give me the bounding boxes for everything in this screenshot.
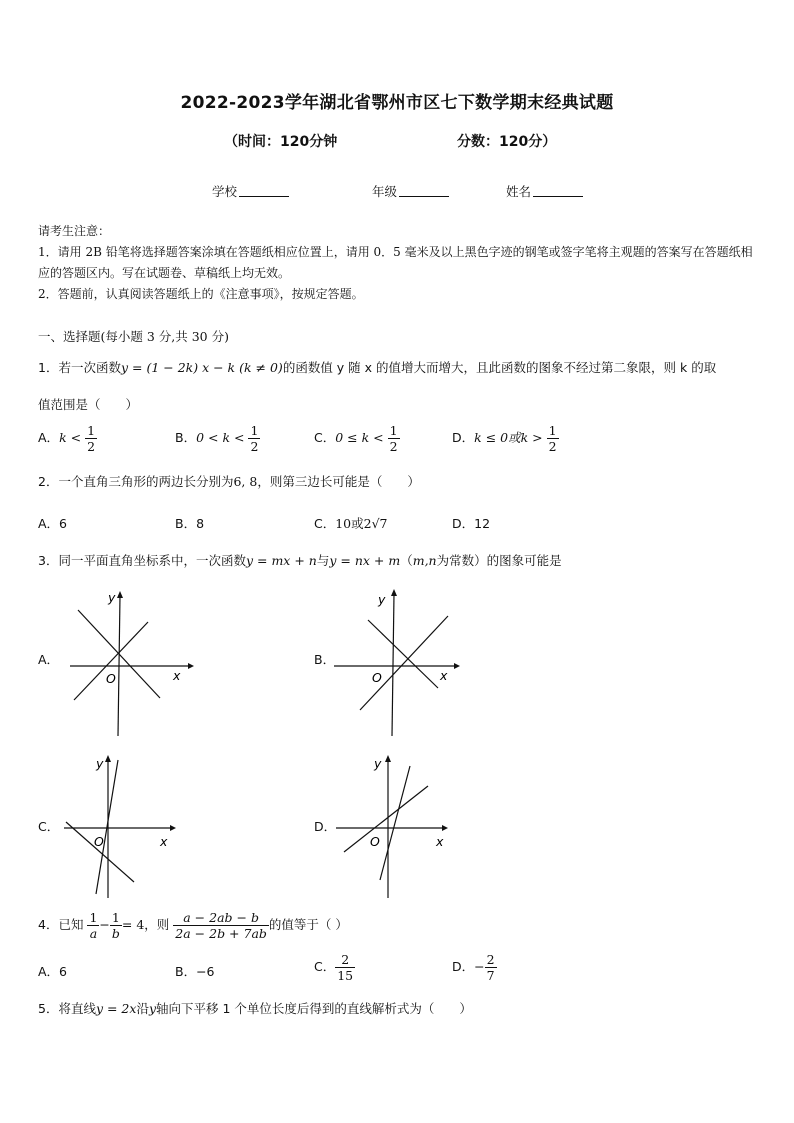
- q5-mid: 沿: [136, 1001, 149, 1016]
- y-arrow-icon: [391, 589, 397, 596]
- q1-option-c[interactable]: [314, 423, 400, 454]
- q3-paren: （: [400, 553, 413, 568]
- q3-graph-d[interactable]: [330, 752, 470, 902]
- origin-label: O: [106, 671, 116, 686]
- y-label: y: [374, 756, 382, 771]
- x-label: x: [436, 834, 444, 849]
- q4-f3-den: 2a − 2b + 7ab: [175, 926, 267, 941]
- q1-b-den: 2: [250, 439, 259, 454]
- notice-heading: 请考生注意：: [38, 224, 111, 238]
- q1-d-frac: [547, 423, 559, 454]
- q1-c-num: 1: [389, 423, 398, 438]
- q4-prefix: 4．已知: [38, 917, 84, 932]
- q4-eq: = 4: [121, 917, 145, 932]
- q3-tail: 为常数）的图象可能是: [436, 553, 562, 568]
- y-label: y: [108, 590, 116, 605]
- q1-c-frac: [388, 423, 400, 454]
- q1-a-frac: [85, 423, 97, 454]
- q1-formula: y = (1 − 2k) x − k (k ≠ 0): [120, 360, 283, 375]
- y-arrow-icon: [105, 755, 111, 762]
- q4-f1-num: 1: [89, 910, 98, 925]
- q4-c-frac: [335, 952, 355, 983]
- line-2: [360, 616, 448, 710]
- q4-c-den: 15: [337, 968, 354, 983]
- q1-b-num: 1: [250, 423, 259, 438]
- x-arrow-icon: [170, 825, 176, 831]
- name-field[interactable]: [506, 182, 583, 200]
- y-arrow-icon: [117, 591, 123, 598]
- q3-option-b-label[interactable]: B．: [314, 652, 336, 667]
- q3-option-d-label[interactable]: D．: [314, 819, 337, 834]
- q3-prefix: 3．同一平面直角坐标系中，一次函数: [38, 553, 246, 568]
- q4-d-den: 7: [486, 968, 495, 983]
- q1-a-expr: k <: [59, 430, 82, 445]
- q4-d-num: 2: [486, 952, 495, 967]
- q1-option-b[interactable]: [175, 423, 260, 454]
- q1-prefix: 1．若一次函数: [38, 360, 121, 375]
- origin-label: O: [370, 834, 380, 849]
- q4-d-sign: −: [474, 959, 485, 974]
- q4-frac-3: [173, 910, 269, 941]
- q3-graph-b[interactable]: [330, 588, 470, 738]
- q1-line2: 值范围是（ ）: [38, 397, 139, 412]
- q5-formula: y = 2x: [95, 1001, 137, 1016]
- question-5-stem: [38, 999, 472, 1017]
- q4-f2-den: b: [111, 926, 120, 941]
- q2-values: 6, 8: [233, 474, 258, 489]
- q3-mid: 与: [316, 553, 330, 568]
- q1-d-num: 1: [548, 423, 557, 438]
- school-field[interactable]: [212, 182, 289, 200]
- q4-frac-1: [87, 910, 99, 941]
- q2-stem: 2．一个直角三角形的两边长分别为: [38, 474, 234, 489]
- q3-graph-c[interactable]: [60, 752, 200, 902]
- q2-option-b[interactable]: B．8: [175, 516, 205, 531]
- q1-a-den: 2: [87, 439, 96, 454]
- q1-c-den: 2: [389, 439, 398, 454]
- x-arrow-icon: [442, 825, 448, 831]
- q3-f2: y = nx + m: [329, 553, 401, 568]
- q2-c-label: C．: [314, 516, 336, 531]
- q4-d-label: D．: [452, 959, 475, 974]
- q2-option-c[interactable]: [314, 514, 388, 532]
- y-axis: [392, 594, 394, 736]
- question-4-stem: [38, 910, 348, 941]
- grade-blank[interactable]: [399, 184, 449, 197]
- x-label: x: [160, 834, 168, 849]
- q1-b-expr: 0 < k <: [196, 430, 245, 445]
- question-2-stem: [38, 472, 420, 490]
- q4-option-d[interactable]: [452, 952, 497, 983]
- q5-axis: y: [148, 1001, 157, 1016]
- q1-d-expr: k ≤ 0或k >: [474, 430, 543, 445]
- y-arrow-icon: [385, 755, 391, 762]
- q4-mid: ，则: [144, 917, 170, 932]
- q1-d-den: 2: [548, 439, 557, 454]
- notice-item-2: 2．答题前，认真阅读答题纸上的《注意事项》，按规定答题。: [38, 287, 364, 301]
- q1-b-label: B．: [175, 430, 197, 445]
- line-1: [344, 786, 428, 852]
- q2-tail: ，则第三边长可能是（ ）: [257, 474, 420, 489]
- origin-label: O: [372, 670, 382, 685]
- q3-graph-a[interactable]: [60, 588, 200, 738]
- origin-label: O: [94, 834, 104, 849]
- y-label: y: [96, 756, 104, 771]
- x-label: x: [173, 668, 181, 683]
- q4-minus: −: [99, 917, 110, 932]
- school-blank[interactable]: [239, 184, 289, 197]
- q1-option-a[interactable]: [38, 423, 97, 454]
- q4-d-frac: [485, 952, 497, 983]
- q4-tail: 的值等于（ ）: [268, 917, 348, 932]
- q3-params: m,n: [412, 553, 437, 568]
- q2-option-a[interactable]: A．6: [38, 516, 68, 531]
- q4-f1-den: a: [89, 926, 98, 941]
- grade-label: 年级: [372, 184, 398, 199]
- q1-d-label: D．: [452, 430, 475, 445]
- q4-f3-num: a − 2ab − b: [173, 910, 269, 926]
- x-arrow-icon: [454, 663, 460, 669]
- y-label: y: [378, 592, 386, 607]
- q1-middle: 的函数值 y 随 x 的值增大而增大，且此函数的图象不经过第二象限，则 k 的取: [282, 360, 717, 375]
- q1-c-expr: 0 ≤ k <: [335, 430, 384, 445]
- q2-c-expr: 10或2√7: [335, 516, 388, 531]
- section-heading: 一、选择题(每小题 3 分,共 30 分): [38, 329, 229, 344]
- page-title: 2022-2023学年湖北省鄂州市区七下数学期末经典试题: [180, 93, 614, 113]
- q4-c-label: C．: [314, 959, 336, 974]
- q1-a-num: 1: [87, 423, 96, 438]
- grade-field[interactable]: [372, 182, 449, 200]
- x-label: x: [440, 668, 448, 683]
- q1-a-label: A．: [38, 430, 60, 445]
- q4-frac-2: [110, 910, 122, 941]
- q4-c-num: 2: [335, 952, 355, 968]
- q3-option-c-label[interactable]: C．: [38, 819, 60, 834]
- exam-time: （时间：120分钟: [224, 134, 338, 150]
- line-2: [380, 766, 410, 880]
- q3-option-a-label[interactable]: A．: [38, 652, 60, 667]
- q4-option-c[interactable]: [314, 952, 355, 983]
- q2-option-d[interactable]: D．12: [452, 516, 491, 531]
- q1-c-label: C．: [314, 430, 336, 445]
- line-1: [96, 760, 118, 894]
- x-arrow-icon: [188, 663, 194, 669]
- question-1-stem: [38, 358, 716, 376]
- name-label: 姓名: [506, 184, 532, 199]
- q3-f1: y = mx + n: [245, 553, 317, 568]
- q4-f2-num: 1: [110, 910, 122, 926]
- line-2: [74, 622, 148, 700]
- q1-b-frac: [248, 423, 260, 454]
- school-label: 学校: [212, 184, 238, 199]
- q5-prefix: 5．将直线: [38, 1001, 96, 1016]
- exam-score: 分数：120分）: [457, 134, 557, 150]
- notice-item-1: 1．请用 2B 铅笔将选择题答案涂填在答题纸相应位置上，请用 0．5 毫米及以上黑色字迹的钢笔或签字笔将主观题的答案写在答题纸相应的答题区内。写在试题卷、草稿纸上均无效。: [38, 245, 753, 280]
- q1-option-d[interactable]: [452, 423, 559, 454]
- q5-tail: 轴向下平移 1 个单位长度后得到的直线解析式为（ ）: [156, 1001, 472, 1016]
- q4-option-b[interactable]: B．−6: [175, 964, 215, 979]
- question-3-stem: [38, 551, 562, 569]
- name-blank[interactable]: [533, 184, 583, 197]
- q4-option-a[interactable]: A．6: [38, 964, 68, 979]
